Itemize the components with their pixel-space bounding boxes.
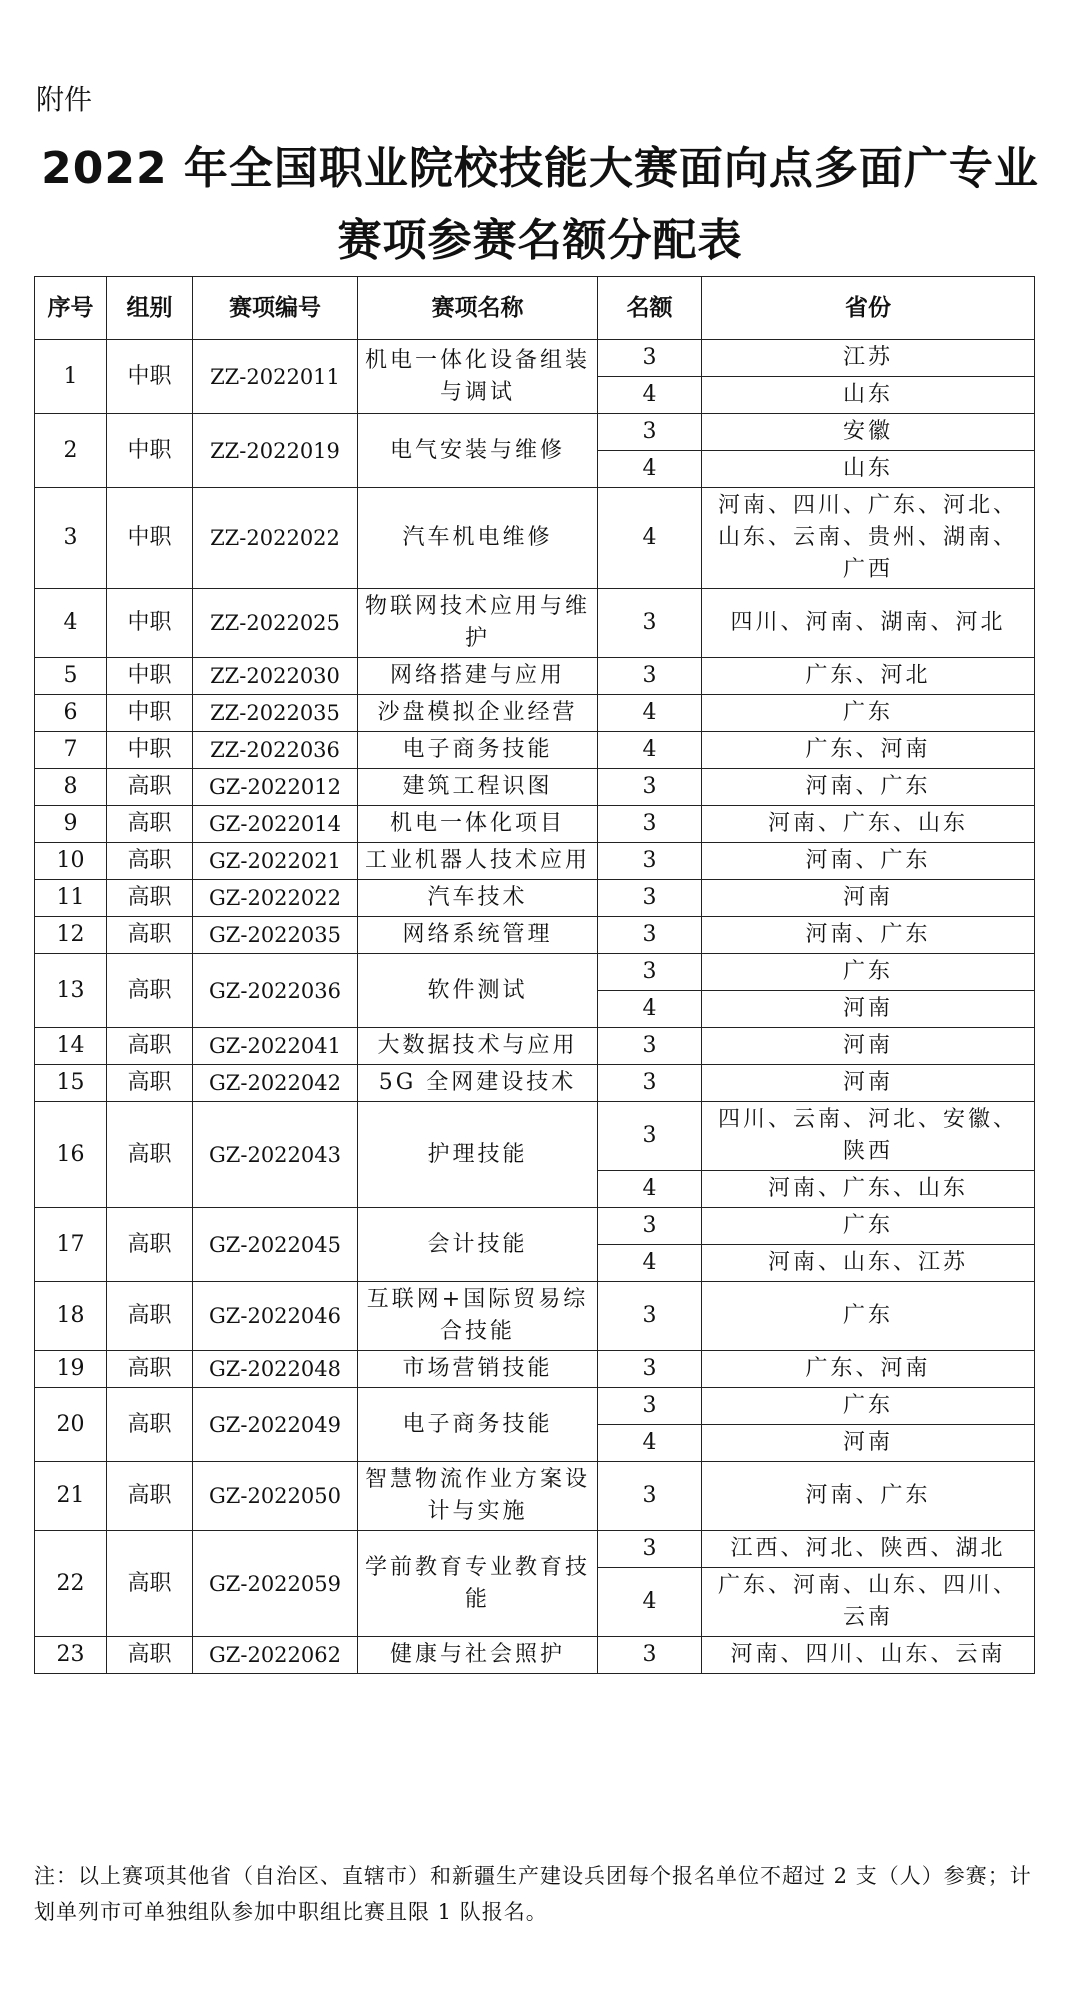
cell-province: 四川、河南、湖南、河北 [702,589,1035,658]
cell-province: 河南 [702,880,1035,917]
cell-province: 河南 [702,991,1035,1028]
cell-event-code: ZZ-2022030 [193,658,358,695]
table-row [35,769,1035,806]
cell-province: 河南、四川、山东、云南 [702,1637,1035,1674]
table-row [35,1637,1035,1674]
cell-event-code: GZ-2022021 [193,843,358,880]
cell-index: 15 [35,1065,107,1102]
quota-allocation-table [34,276,1035,1674]
cell-group: 高职 [107,1637,193,1674]
cell-province: 安徽 [702,414,1035,451]
cell-event-name: 互联网+国际贸易综合技能 [358,1282,598,1351]
cell-event-code: ZZ-2022035 [193,695,358,732]
cell-quota: 4 [598,991,702,1028]
document-title-line-2: 赛项参赛名额分配表 [337,215,743,266]
cell-quota: 3 [598,917,702,954]
cell-province: 广东 [702,1282,1035,1351]
header-group: 组别 [107,277,193,340]
cell-quota: 3 [598,1462,702,1531]
cell-group: 高职 [107,1462,193,1531]
cell-group: 高职 [107,880,193,917]
cell-event-name: 市场营销技能 [358,1351,598,1388]
cell-event-code: GZ-2022041 [193,1028,358,1065]
table-row [35,414,1035,451]
cell-event-code: GZ-2022042 [193,1065,358,1102]
cell-event-code: GZ-2022036 [193,954,358,1028]
cell-group: 中职 [107,695,193,732]
cell-province: 河南、广东 [702,917,1035,954]
cell-quota: 3 [598,880,702,917]
cell-quota: 4 [598,377,702,414]
cell-index: 5 [35,658,107,695]
table-row [35,880,1035,917]
cell-quota: 4 [598,695,702,732]
cell-index: 1 [35,340,107,414]
cell-event-code: ZZ-2022022 [193,488,358,589]
cell-index: 7 [35,732,107,769]
table-row [35,732,1035,769]
cell-province: 山东 [702,377,1035,414]
cell-event-name: 工业机器人技术应用 [358,843,598,880]
cell-province: 河南、广东、山东 [702,1171,1035,1208]
cell-quota: 4 [598,451,702,488]
table-row [35,1462,1035,1531]
cell-province: 四川、云南、河北、安徽、陕西 [702,1102,1035,1171]
cell-index: 17 [35,1208,107,1282]
cell-quota: 3 [598,1028,702,1065]
table-row [35,954,1035,991]
cell-event-name: 电气安装与维修 [358,414,598,488]
cell-event-name: 网络搭建与应用 [358,658,598,695]
cell-event-name: 电子商务技能 [358,1388,598,1462]
cell-index: 23 [35,1637,107,1674]
cell-quota: 3 [598,1351,702,1388]
cell-quota: 3 [598,806,702,843]
cell-index: 11 [35,880,107,917]
cell-index: 19 [35,1351,107,1388]
cell-event-code: ZZ-2022025 [193,589,358,658]
cell-group: 高职 [107,1208,193,1282]
cell-quota: 3 [598,1208,702,1245]
cell-province: 广东、河南、山东、四川、云南 [702,1568,1035,1637]
cell-quota: 3 [598,1102,702,1171]
cell-event-name: 物联网技术应用与维护 [358,589,598,658]
cell-event-code: ZZ-2022019 [193,414,358,488]
cell-event-name: 机电一体化设备组装与调试 [358,340,598,414]
header-event-code: 赛项编号 [193,277,358,340]
cell-quota: 3 [598,954,702,991]
cell-index: 3 [35,488,107,589]
cell-event-name: 机电一体化项目 [358,806,598,843]
cell-quota: 3 [598,1531,702,1568]
cell-event-name: 大数据技术与应用 [358,1028,598,1065]
cell-group: 高职 [107,1388,193,1462]
cell-group: 中职 [107,732,193,769]
cell-province: 河南 [702,1425,1035,1462]
cell-index: 21 [35,1462,107,1531]
cell-group: 高职 [107,1102,193,1208]
cell-index: 4 [35,589,107,658]
table-row [35,843,1035,880]
header-index: 序号 [35,277,107,340]
cell-province: 广东 [702,1208,1035,1245]
cell-event-code: GZ-2022012 [193,769,358,806]
document-title-line-1: 2022 年全国职业院校技能大赛面向点多面广专业 [41,143,1039,194]
cell-event-code: GZ-2022048 [193,1351,358,1388]
cell-group: 高职 [107,1351,193,1388]
table-row [35,695,1035,732]
cell-group: 中职 [107,488,193,589]
cell-group: 中职 [107,340,193,414]
cell-group: 高职 [107,843,193,880]
cell-province: 广东、河南 [702,732,1035,769]
cell-province: 河南、山东、江苏 [702,1245,1035,1282]
cell-province: 河南、广东 [702,769,1035,806]
cell-event-code: ZZ-2022011 [193,340,358,414]
cell-group: 高职 [107,954,193,1028]
cell-index: 10 [35,843,107,880]
table-row [35,340,1035,377]
table-row [35,1351,1035,1388]
cell-group: 高职 [107,1028,193,1065]
table-header-row [35,277,1035,340]
cell-index: 22 [35,1531,107,1637]
table-row [35,1028,1035,1065]
cell-group: 中职 [107,414,193,488]
cell-province: 广东 [702,695,1035,732]
cell-event-code: GZ-2022043 [193,1102,358,1208]
cell-index: 12 [35,917,107,954]
cell-group: 高职 [107,1065,193,1102]
cell-quota: 4 [598,1568,702,1637]
attachment-label: 附件 [36,83,93,116]
cell-province: 广东、河南 [702,1351,1035,1388]
cell-quota: 3 [598,1388,702,1425]
cell-index: 2 [35,414,107,488]
cell-group: 高职 [107,1531,193,1637]
table-row [35,488,1035,589]
table-row [35,1282,1035,1351]
table-row [35,1208,1035,1245]
cell-quota: 4 [598,1425,702,1462]
table-row [35,1388,1035,1425]
cell-event-name: 智慧物流作业方案设计与实施 [358,1462,598,1531]
cell-event-name: 汽车机电维修 [358,488,598,589]
table-row [35,1102,1035,1171]
table-row [35,589,1035,658]
cell-quota: 3 [598,843,702,880]
cell-event-name: 沙盘模拟企业经营 [358,695,598,732]
cell-province: 广东 [702,954,1035,991]
cell-quota: 3 [598,1065,702,1102]
cell-event-name: 建筑工程识图 [358,769,598,806]
cell-event-name: 软件测试 [358,954,598,1028]
cell-quota: 4 [598,732,702,769]
cell-quota: 4 [598,488,702,589]
cell-province: 广东 [702,1388,1035,1425]
cell-index: 20 [35,1388,107,1462]
cell-index: 13 [35,954,107,1028]
cell-province: 河南 [702,1028,1035,1065]
cell-index: 14 [35,1028,107,1065]
cell-group: 中职 [107,658,193,695]
cell-index: 8 [35,769,107,806]
cell-event-name: 学前教育专业教育技能 [358,1531,598,1637]
table-row [35,1065,1035,1102]
table-row [35,917,1035,954]
cell-group: 高职 [107,806,193,843]
cell-quota: 3 [598,340,702,377]
cell-event-name: 护理技能 [358,1102,598,1208]
cell-event-code: GZ-2022022 [193,880,358,917]
cell-quota: 4 [598,1171,702,1208]
cell-province: 河南 [702,1065,1035,1102]
cell-quota: 3 [598,658,702,695]
cell-event-code: GZ-2022035 [193,917,358,954]
cell-group: 高职 [107,1282,193,1351]
cell-quota: 4 [598,1245,702,1282]
cell-event-code: GZ-2022045 [193,1208,358,1282]
cell-group: 高职 [107,769,193,806]
cell-group: 中职 [107,589,193,658]
cell-quota: 3 [598,1637,702,1674]
header-quota: 名额 [598,277,702,340]
header-province: 省份 [702,277,1035,340]
cell-province: 山东 [702,451,1035,488]
cell-event-name: 汽车技术 [358,880,598,917]
footnote: 注：以上赛项其他省（自治区、直辖市）和新疆生产建设兵团每个报名单位不超过 2 支（人）参赛；计划单列市可单独组队参加中职组比赛且限 1 队报名。 [34,1864,1032,1924]
cell-event-name: 5G 全网建设技术 [358,1065,598,1102]
cell-index: 16 [35,1102,107,1208]
cell-province: 广东、河北 [702,658,1035,695]
cell-quota: 3 [598,769,702,806]
cell-quota: 3 [598,1282,702,1351]
cell-index: 6 [35,695,107,732]
cell-province: 河南、广东 [702,843,1035,880]
cell-event-code: ZZ-2022036 [193,732,358,769]
cell-province: 河南、广东、山东 [702,806,1035,843]
cell-event-code: GZ-2022050 [193,1462,358,1531]
cell-event-code: GZ-2022049 [193,1388,358,1462]
table-row [35,658,1035,695]
cell-quota: 3 [598,414,702,451]
cell-event-name: 会计技能 [358,1208,598,1282]
cell-event-name: 网络系统管理 [358,917,598,954]
cell-index: 9 [35,806,107,843]
cell-index: 18 [35,1282,107,1351]
header-event-name: 赛项名称 [358,277,598,340]
cell-event-code: GZ-2022014 [193,806,358,843]
cell-group: 高职 [107,917,193,954]
cell-event-code: GZ-2022062 [193,1637,358,1674]
cell-province: 河南、广东 [702,1462,1035,1531]
cell-event-name: 健康与社会照护 [358,1637,598,1674]
cell-quota: 3 [598,589,702,658]
cell-province: 江苏 [702,340,1035,377]
cell-event-name: 电子商务技能 [358,732,598,769]
table-body [35,340,1035,1674]
cell-province: 江西、河北、陕西、湖北 [702,1531,1035,1568]
cell-province: 河南、四川、广东、河北、山东、云南、贵州、湖南、广西 [702,488,1035,589]
cell-event-code: GZ-2022059 [193,1531,358,1637]
cell-event-code: GZ-2022046 [193,1282,358,1351]
table-row [35,806,1035,843]
table-row [35,1531,1035,1568]
